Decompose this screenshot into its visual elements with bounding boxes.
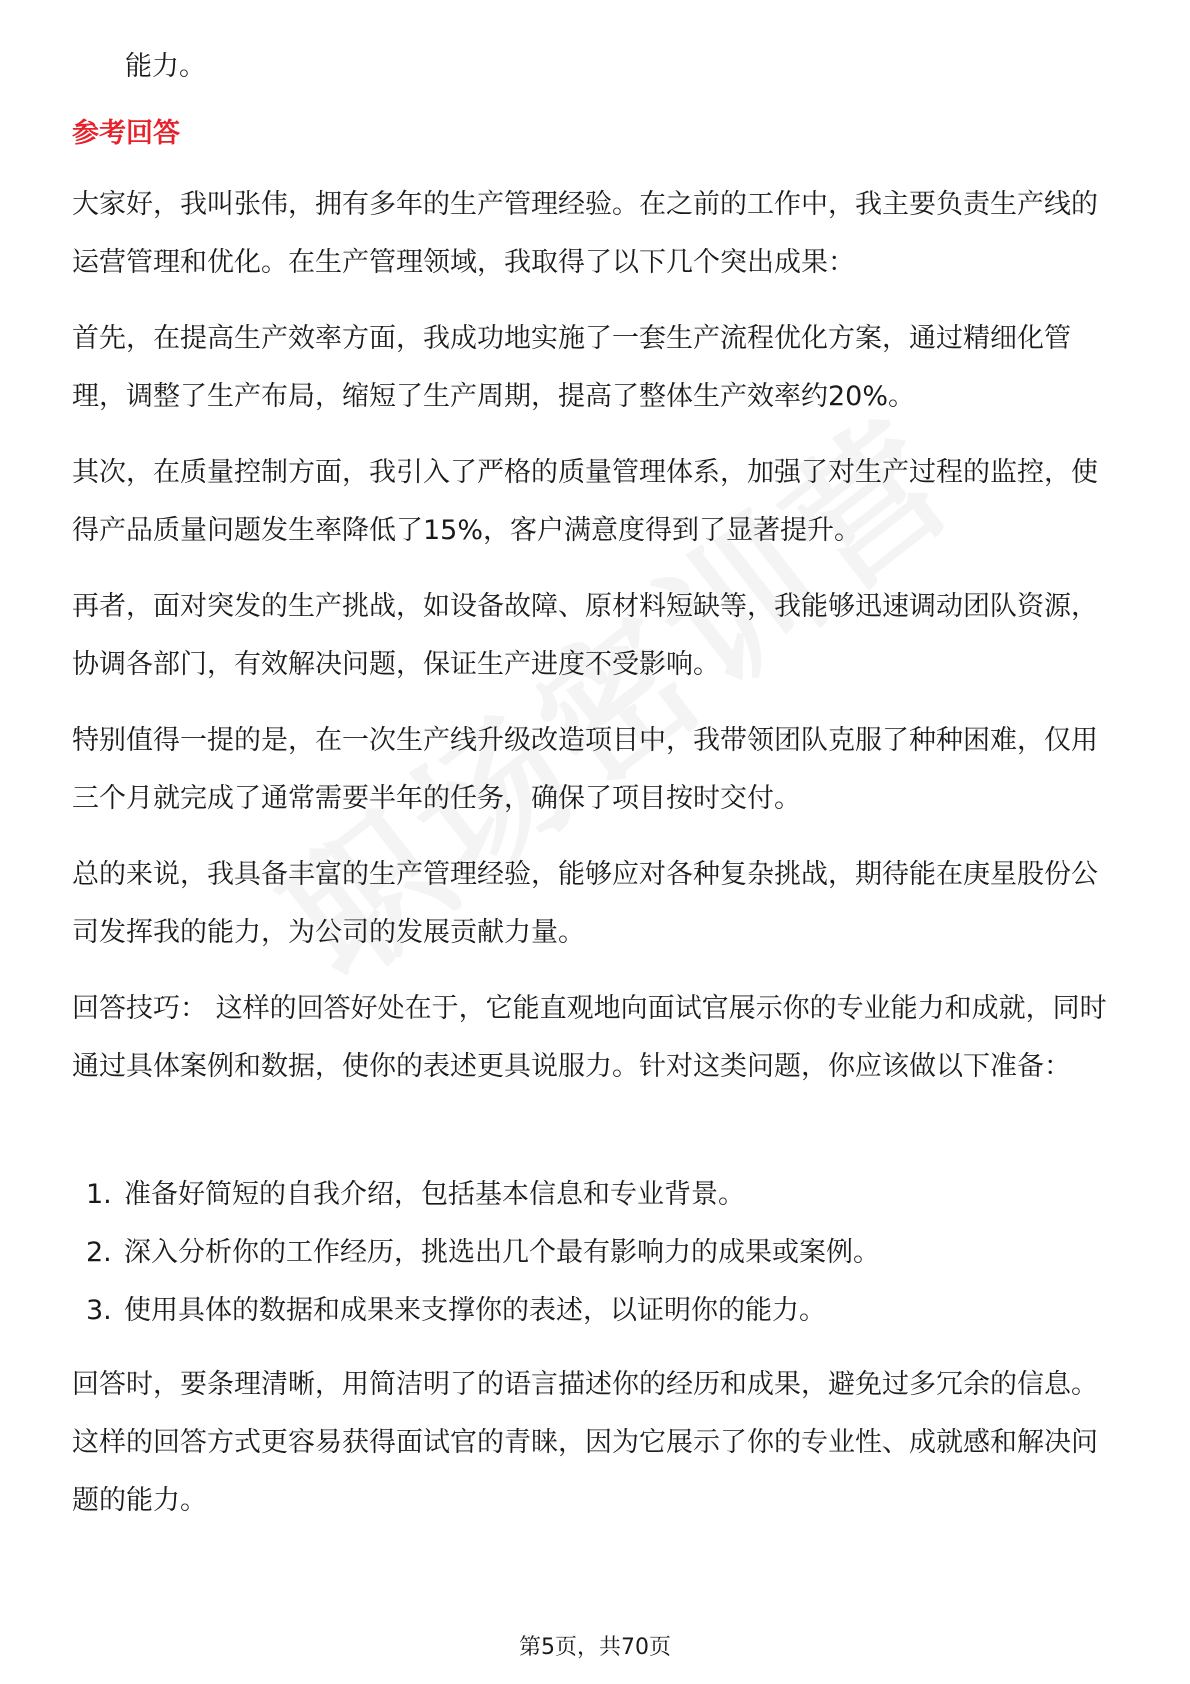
section-heading: 参考回答 bbox=[72, 118, 180, 149]
paragraph-efficiency: 首先，在提高生产效率方面，我成功地实施了一套生产流程优化方案，通过精细化管理，调整了生产布局，缩短了生产周期，提高了整体生产效率约20%。 bbox=[72, 323, 1071, 412]
paragraph-intro: 大家好，我叫张伟，拥有多年的生产管理经验。在之前的工作中，我主要负责生产线的运营管理和优化。在生产管理领域，我取得了以下几个突出成果： bbox=[72, 189, 1098, 278]
paragraph-summary: 总的来说，我具备丰富的生产管理经验，能够应对各种复杂挑战，期待能在庚星股份公司发挥我的能力，为公司的发展贡献力量。 bbox=[72, 859, 1098, 948]
paragraph-tips: 回答技巧： 这样的回答好处在于，它能直观地向面试官展示你的专业能力和成就，同时通过具体案例和数据，使你的表述更具说服力。针对这类问题，你应该做以下准备： bbox=[72, 993, 1107, 1082]
paragraph-project: 特别值得一提的是，在一次生产线升级改造项目中，我带领团队克服了种种困难，仅用三个月就完成了通常需要半年的任务，确保了项目按时交付。 bbox=[72, 725, 1098, 814]
paragraph-challenges: 再者，面对突发的生产挑战，如设备故障、原材料短缺等，我能够迅速调动团队资源，协调各部门，有效解决问题，保证生产进度不受影响。 bbox=[72, 591, 1098, 680]
list-number: 1. bbox=[86, 1179, 112, 1210]
paragraph-quality: 其次，在质量控制方面，我引入了严格的质量管理体系，加强了对生产过程的监控，使得产品质量问题发生率降低了15%，客户满意度得到了显著提升。 bbox=[72, 457, 1098, 546]
list-item bbox=[86, 1282, 1116, 1340]
list-item bbox=[86, 1166, 1116, 1224]
list-text: 使用具体的数据和成果来支撑你的表述，以证明你的能力。 bbox=[124, 1295, 826, 1326]
list-text: 准备好简短的自我介绍，包括基本信息和专业背景。 bbox=[124, 1179, 745, 1210]
list-number: 2. bbox=[86, 1237, 112, 1268]
tips-list bbox=[86, 1166, 1116, 1340]
list-number: 3. bbox=[86, 1295, 112, 1326]
page-footer: 第5页，共70页 bbox=[519, 1635, 671, 1660]
paragraph-closing: 回答时，要条理清晰，用简洁明了的语言描述你的经历和成果，避免过多冗余的信息。这样的回答方式更容易获得面试官的青睐，因为它展示了你的专业性、成就感和解决问题的能力。 bbox=[72, 1369, 1098, 1516]
list-text: 深入分析你的工作经历，挑选出几个最有影响力的成果或案例。 bbox=[124, 1237, 880, 1268]
fragment-text: 能力。 bbox=[125, 51, 206, 82]
list-item bbox=[86, 1224, 1116, 1282]
